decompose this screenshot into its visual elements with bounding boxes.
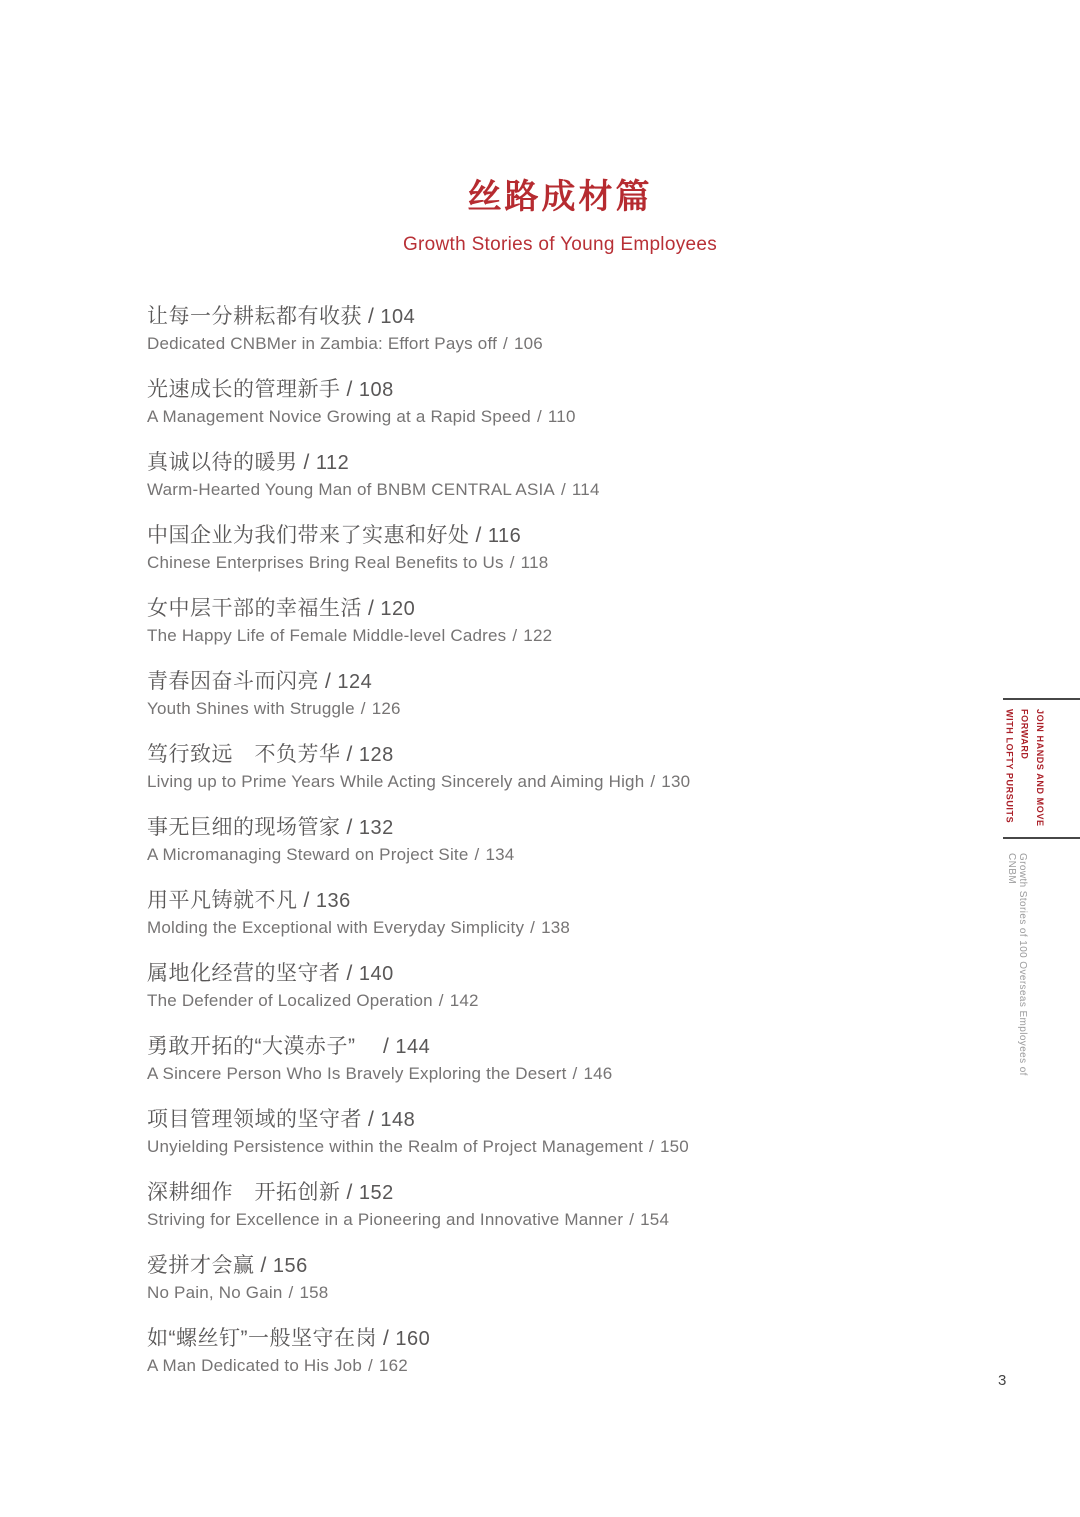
toc-entry-zh-page: 132: [358, 817, 394, 839]
toc-entry-zh-page: 156: [272, 1255, 308, 1277]
toc-separator: /: [360, 699, 366, 718]
toc-item: [147, 959, 867, 1013]
toc-separator: /: [530, 918, 536, 937]
toc-entry-en-title: A Micromanaging Steward on Project Site: [147, 845, 469, 864]
sidebar-slogan: [1001, 709, 1047, 827]
toc-separator: /: [383, 1327, 390, 1350]
toc-entry-zh: [147, 1324, 867, 1354]
toc-separator: /: [303, 451, 310, 474]
toc-separator: /: [560, 480, 566, 499]
toc-item: [147, 667, 867, 721]
toc-separator: /: [368, 1108, 375, 1131]
toc-entry-zh-page: 160: [395, 1328, 431, 1350]
toc-entry-zh: [147, 813, 867, 843]
toc-entry-en-title: Dedicated CNBMer in Zambia: Effort Pays off: [147, 334, 498, 353]
sidebar-slogan-line1: JOIN HANDS AND MOVE FORWARD: [1019, 709, 1045, 827]
toc-entry-zh: [147, 1251, 867, 1281]
toc-entry-en-title: Molding the Exceptional with Everyday Simplicity: [147, 918, 525, 937]
toc-entry-zh: [147, 448, 867, 478]
toc-entry-en: [147, 843, 867, 867]
toc-entry-zh-page: 152: [358, 1182, 394, 1204]
toc-entry-en-title: Striving for Excellence in a Pioneering and Innovative Manner: [147, 1210, 624, 1229]
toc-separator: /: [383, 1035, 390, 1058]
toc-entry-zh-page: 104: [380, 306, 416, 328]
toc-separator: /: [368, 305, 375, 328]
toc-entry-en: [147, 624, 867, 648]
toc-entry-zh-page: 112: [315, 452, 350, 474]
toc-entry-en: [147, 989, 867, 1013]
toc-entry-zh: [147, 1032, 867, 1062]
toc-item: [147, 1251, 867, 1305]
toc-entry-zh-page: 136: [315, 890, 351, 912]
toc-entry-en-page: 126: [371, 699, 401, 718]
toc-entry-en-title: A Man Dedicated to His Job: [147, 1356, 362, 1375]
toc-item: [147, 375, 867, 429]
toc-entry-en: [147, 405, 867, 429]
toc-separator: /: [572, 1064, 578, 1083]
toc-entry-en-title: The Defender of Localized Operation: [147, 991, 433, 1010]
toc-entry-zh-page: 108: [358, 379, 394, 401]
toc-entry-en-title: A Sincere Person Who Is Bravely Exploring the Desert: [147, 1064, 567, 1083]
toc-entry-en-page: 110: [547, 407, 576, 426]
toc-separator: /: [503, 334, 508, 353]
toc-entry-zh: [147, 1178, 867, 1208]
toc-entry-en-title: Youth Shines with Struggle: [147, 699, 355, 718]
toc-entry-zh-title: 光速成长的管理新手: [147, 378, 341, 401]
toc-entry-zh-page: 148: [380, 1109, 416, 1131]
toc-entry-zh-title: 女中层干部的幸福生活: [147, 597, 362, 620]
toc-entry-en-page: 134: [485, 845, 515, 864]
toc-entry-zh-title: 爱拼才会赢: [147, 1254, 255, 1277]
toc-entry-zh-page: 128: [358, 744, 394, 766]
toc-entry-en: [147, 1062, 867, 1086]
toc-item: [147, 1105, 867, 1159]
toc-separator: /: [368, 597, 375, 620]
sidebar-divider-bottom: [1003, 837, 1080, 839]
toc-entry-en-title: Chinese Enterprises Bring Real Benefits to Us: [147, 553, 504, 572]
toc-entry-en: [147, 1354, 867, 1378]
toc-entry-zh-title: 青春因奋斗而闪亮: [147, 670, 319, 693]
toc-item: [147, 594, 867, 648]
toc-entry-en: [147, 770, 867, 794]
toc-entry-en-title: No Pain, No Gain: [147, 1283, 283, 1302]
toc-separator: /: [475, 524, 482, 547]
toc-entry-zh-title: 项目管理领域的坚守者: [147, 1108, 362, 1131]
toc-entry-en-page: 138: [541, 918, 571, 937]
toc-entry-zh-title: 用平凡铸就不凡: [147, 889, 298, 912]
toc-entry-en: [147, 551, 867, 575]
toc-entry-en-title: Unyielding Persistence within the Realm of Project Management: [147, 1137, 643, 1156]
toc-separator: /: [629, 1210, 635, 1229]
toc-entry-en: [147, 1208, 867, 1232]
toc-entry-en-title: Warm-Hearted Young Man of BNBM CENTRAL ASIA: [147, 480, 555, 499]
toc-list: [147, 302, 867, 1397]
toc-entry-zh-title: 真诚以待的暖男: [147, 451, 298, 474]
toc-entry-en-page: 158: [299, 1283, 329, 1302]
toc-entry-en-page: 142: [449, 991, 479, 1010]
toc-entry-zh: [147, 302, 867, 332]
toc-entry-zh-title: 深耕细作 开拓创新: [147, 1181, 341, 1204]
toc-item: [147, 886, 867, 940]
section-title-en: Growth Stories of Young Employees: [402, 234, 718, 255]
toc-entry-zh-title: 事无巨细的现场管家: [147, 816, 341, 839]
toc-entry-zh: [147, 521, 867, 551]
toc-separator: /: [325, 670, 332, 693]
toc-entry-zh: [147, 886, 867, 916]
toc-entry-zh: [147, 375, 867, 405]
toc-entry-zh-page: 120: [380, 598, 416, 620]
toc-separator: /: [474, 845, 480, 864]
toc-entry-zh-title: 勇敢开拓的“大漠赤子”: [147, 1035, 377, 1058]
toc-item: [147, 813, 867, 867]
toc-entry-zh-title: 如“螺丝钉”一般坚守在岗: [147, 1327, 377, 1350]
sidebar-slogan-line2: WITH LOFTY PURSUITS: [1004, 709, 1015, 824]
toc-entry-en: [147, 916, 867, 940]
toc-entry-en-title: The Happy Life of Female Middle-level Cadres: [147, 626, 507, 645]
toc-entry-en-title: A Management Novice Growing at a Rapid Speed: [147, 407, 531, 426]
toc-entry-en: [147, 478, 867, 502]
toc-separator: /: [509, 553, 515, 572]
toc-entry-zh-title: 笃行致远 不负芳华: [147, 743, 341, 766]
toc-item: [147, 302, 867, 356]
toc-separator: /: [346, 378, 353, 401]
toc-entry-zh-page: 144: [395, 1036, 431, 1058]
toc-item: [147, 740, 867, 794]
page-number: 3: [998, 1372, 1007, 1389]
toc-entry-zh-page: 124: [337, 671, 373, 693]
toc-separator: /: [346, 1181, 353, 1204]
toc-item: [147, 1324, 867, 1378]
toc-entry-en-page: 150: [659, 1137, 689, 1156]
toc-entry-zh-title: 中国企业为我们带来了实惠和好处: [147, 524, 470, 547]
toc-entry-en-page: 106: [513, 334, 543, 353]
toc-item: [147, 1032, 867, 1086]
section-title-zh: 丝路成材篇: [467, 177, 653, 217]
toc-entry-zh: [147, 1105, 867, 1135]
toc-item: [147, 521, 867, 575]
toc-separator: /: [536, 407, 542, 426]
toc-item: [147, 448, 867, 502]
toc-entry-en-page: 154: [640, 1210, 670, 1229]
toc-separator: /: [512, 626, 518, 645]
toc-entry-en-page: 118: [520, 553, 549, 572]
toc-item: [147, 1178, 867, 1232]
toc-entry-zh-page: 116: [487, 525, 522, 547]
toc-separator: /: [288, 1283, 294, 1302]
toc-entry-en: [147, 332, 867, 356]
toc-entry-en-title: Living up to Prime Years While Acting Sincerely and Aiming High: [147, 772, 645, 791]
toc-entry-zh-title: 属地化经营的坚守者: [147, 962, 341, 985]
toc-entry-zh: [147, 959, 867, 989]
toc-entry-en: [147, 697, 867, 721]
toc-entry-en-page: 130: [661, 772, 691, 791]
toc-separator: /: [346, 962, 353, 985]
toc-entry-zh: [147, 667, 867, 697]
toc-separator: /: [260, 1254, 267, 1277]
toc-entry-zh-page: 140: [358, 963, 394, 985]
toc-separator: /: [649, 1137, 654, 1156]
sidebar-caption: Growth Stories of 100 Overseas Employees of CNBM: [1006, 853, 1028, 1076]
toc-entry-zh: [147, 740, 867, 770]
toc-entry-en-page: 114: [571, 480, 600, 499]
toc-separator: /: [346, 743, 353, 766]
toc-separator: /: [303, 889, 310, 912]
toc-entry-zh-title: 让每一分耕耘都有收获: [147, 305, 362, 328]
toc-entry-en: [147, 1281, 867, 1305]
toc-separator: /: [438, 991, 444, 1010]
section-header: [60, 178, 1060, 256]
toc-entry-en: [147, 1135, 867, 1159]
toc-entry-en-page: 122: [523, 626, 553, 645]
toc-entry-en-page: 162: [378, 1356, 408, 1375]
toc-separator: /: [367, 1356, 373, 1375]
sidebar-divider-top: [1003, 698, 1080, 700]
toc-entry-en-page: 146: [583, 1064, 613, 1083]
toc-entry-zh: [147, 594, 867, 624]
toc-separator: /: [346, 816, 353, 839]
toc-separator: /: [650, 772, 656, 791]
